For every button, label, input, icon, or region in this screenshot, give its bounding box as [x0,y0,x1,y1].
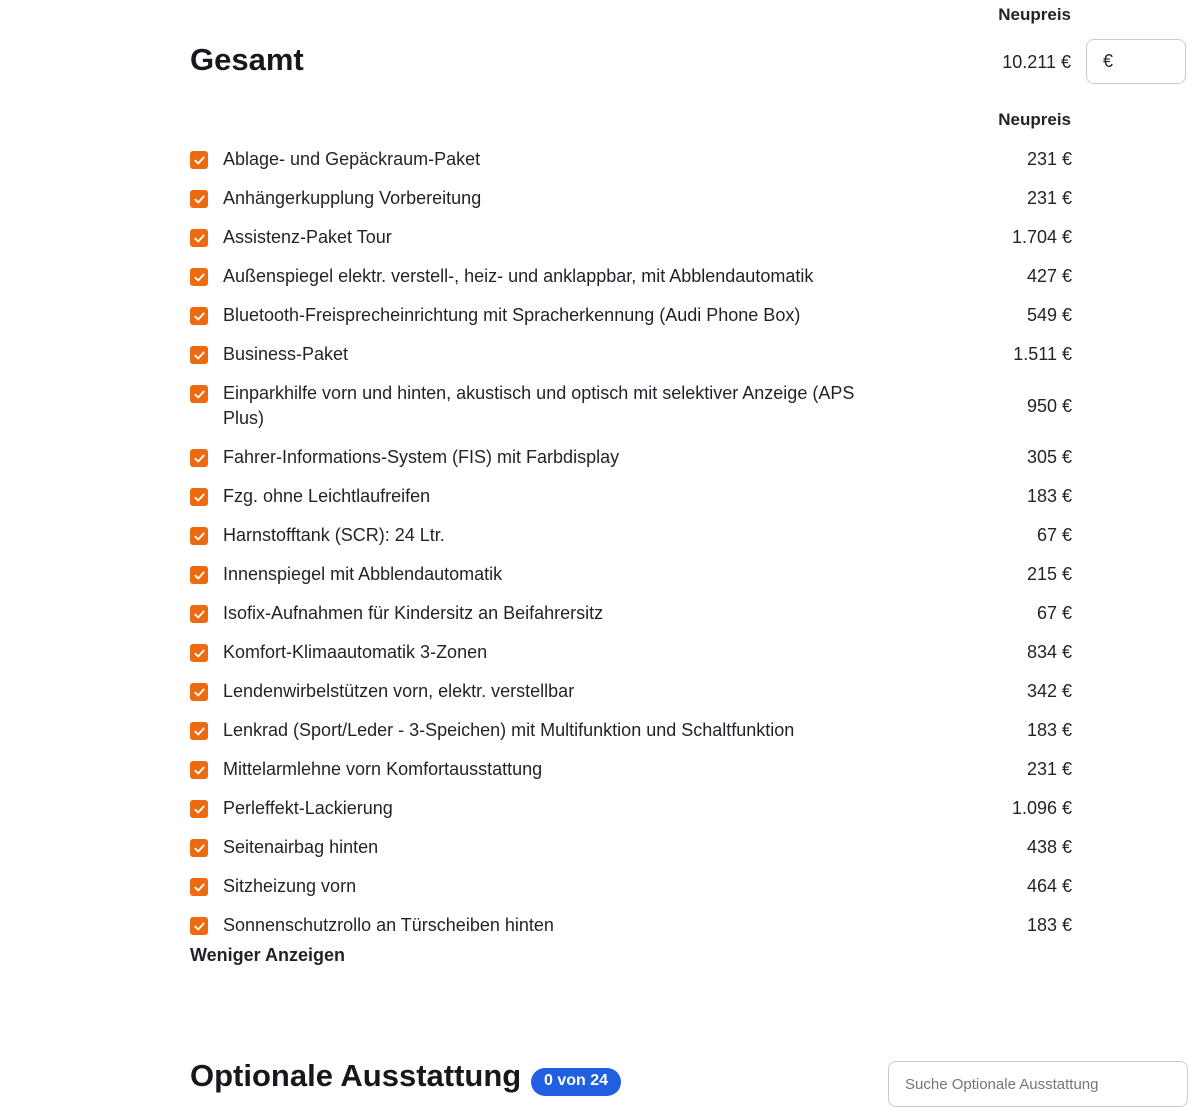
option-price: 305 € [1026,447,1072,467]
option-checkbox[interactable] [190,644,208,662]
option-row [190,140,1072,179]
option-price: 231 € [1026,149,1072,169]
total-title: Gesamt [190,42,304,77]
option-row [190,789,1072,828]
option-row [190,218,1072,257]
options-column-header-new-price: Neupreis [998,110,1071,129]
option-row [190,672,1072,711]
optional-equipment-title: Optionale Ausstattung [190,1058,522,1093]
option-row [190,867,1072,906]
option-checkbox[interactable] [190,761,208,779]
checkmark-icon [193,349,206,362]
option-checkbox[interactable] [190,722,208,740]
checkmark-icon [193,452,206,465]
optional-search-input[interactable] [888,1061,1188,1107]
option-label: Einparkhilfe vorn und hinten, akustisch und optisch mit selektiver Anzeige (APS Plus) [223,383,855,428]
option-price: 438 € [1026,837,1072,857]
option-row [190,750,1072,789]
checkmark-icon [193,388,206,401]
show-less-link[interactable]: Weniger Anzeigen [190,945,346,965]
option-price: 231 € [1026,759,1072,779]
option-price: 231 € [1026,188,1072,208]
option-row [190,594,1072,633]
checkmark-icon [193,232,206,245]
option-label: Sitzheizung vorn [223,876,357,896]
option-label: Innenspiegel mit Abblendautomatik [223,564,503,584]
option-price: 549 € [1026,305,1072,325]
option-checkbox[interactable] [190,566,208,584]
checkmark-icon [193,686,206,699]
option-checkbox[interactable] [190,683,208,701]
option-price: 183 € [1026,915,1072,935]
option-row [190,374,1072,438]
option-checkbox[interactable] [190,527,208,545]
option-label: Fahrer-Informations-System (FIS) mit Farbdisplay [223,447,620,467]
checkmark-icon [193,920,206,933]
option-row [190,438,1072,477]
checkmark-icon [193,881,206,894]
option-price: 67 € [1036,603,1072,623]
checkmark-icon [193,271,206,284]
option-row [190,906,1072,945]
option-row [190,633,1072,672]
option-label: Harnstofftank (SCR): 24 Ltr. [223,525,445,545]
option-price: 950 € [1026,395,1072,416]
checkmark-icon [193,154,206,167]
option-label: Seitenairbag hinten [223,837,379,857]
option-label: Perleffekt-Lackierung [223,798,393,818]
checkmark-icon [193,647,206,660]
option-checkbox[interactable] [190,488,208,506]
option-checkbox[interactable] [190,268,208,286]
checkmark-icon [193,608,206,621]
checkmark-icon [193,803,206,816]
option-price: 427 € [1026,266,1072,286]
option-price: 67 € [1036,525,1072,545]
checkmark-icon [193,764,206,777]
option-label: Assistenz-Paket Tour [223,227,392,247]
option-checkbox[interactable] [190,190,208,208]
option-label: Bluetooth-Freisprecheinrichtung mit Spracherkennung (Audi Phone Box) [223,305,801,325]
option-label: Ablage- und Gepäckraum-Paket [223,149,481,169]
option-price: 183 € [1026,486,1072,506]
option-label: Mittelarmlehne vorn Komfortausstattung [223,759,543,779]
option-label: Anhängerkupplung Vorbereitung [223,188,482,208]
option-checkbox[interactable] [190,151,208,169]
option-checkbox[interactable] [190,605,208,623]
option-row [190,555,1072,594]
column-header-new-price: Neupreis [998,5,1071,24]
checkmark-icon [193,310,206,323]
option-checkbox[interactable] [190,229,208,247]
checkmark-icon [193,569,206,582]
option-checkbox[interactable] [190,878,208,896]
option-label: Fzg. ohne Leichtlaufreifen [223,486,431,506]
total-price: 10.211 € [1002,52,1071,72]
option-price: 183 € [1026,720,1072,740]
option-label: Komfort-Klimaautomatik 3-Zonen [223,642,488,662]
option-price: 342 € [1026,681,1072,701]
checkmark-icon [193,842,206,855]
option-label: Business-Paket [223,344,349,364]
checkmark-icon [193,530,206,543]
checkmark-icon [193,725,206,738]
option-row [190,828,1072,867]
option-checkbox[interactable] [190,800,208,818]
custom-price-input[interactable] [1086,39,1186,84]
option-label: Isofix-Aufnahmen für Kindersitz an Beifahrersitz [223,603,604,623]
option-row [190,296,1072,335]
option-checkbox[interactable] [190,839,208,857]
option-price: 1.511 € [1013,344,1072,364]
option-checkbox[interactable] [190,307,208,325]
option-price: 215 € [1026,564,1072,584]
option-row [190,711,1072,750]
option-price: 1.704 € [1011,227,1072,247]
option-label: Außenspiegel elektr. verstell-, heiz- und anklappbar, mit Abblendautomatik [223,266,814,286]
option-row [190,516,1072,555]
option-checkbox[interactable] [190,917,208,935]
option-label: Sonnenschutzrollo an Türscheiben hinten [223,915,554,935]
option-row [190,335,1072,374]
checkmark-icon [193,491,206,504]
currency-symbol: € [1103,51,1114,71]
option-row [190,477,1072,516]
option-checkbox[interactable] [190,385,208,403]
option-checkbox[interactable] [190,449,208,467]
option-price: 1.096 € [1011,798,1072,818]
options-list [190,140,1072,945]
option-label: Lendenwirbelstützen vorn, elektr. verstellbar [223,681,575,701]
option-checkbox[interactable] [190,346,208,364]
option-row [190,257,1072,296]
option-label: Lenkrad (Sport/Leder - 3-Speichen) mit Multifunktion und Schaltfunktion [223,720,795,740]
option-price: 834 € [1026,642,1072,662]
optional-count-badge: 0 von 24 [531,1068,621,1096]
checkmark-icon [193,193,206,206]
option-row [190,179,1072,218]
option-price: 464 € [1026,876,1072,896]
